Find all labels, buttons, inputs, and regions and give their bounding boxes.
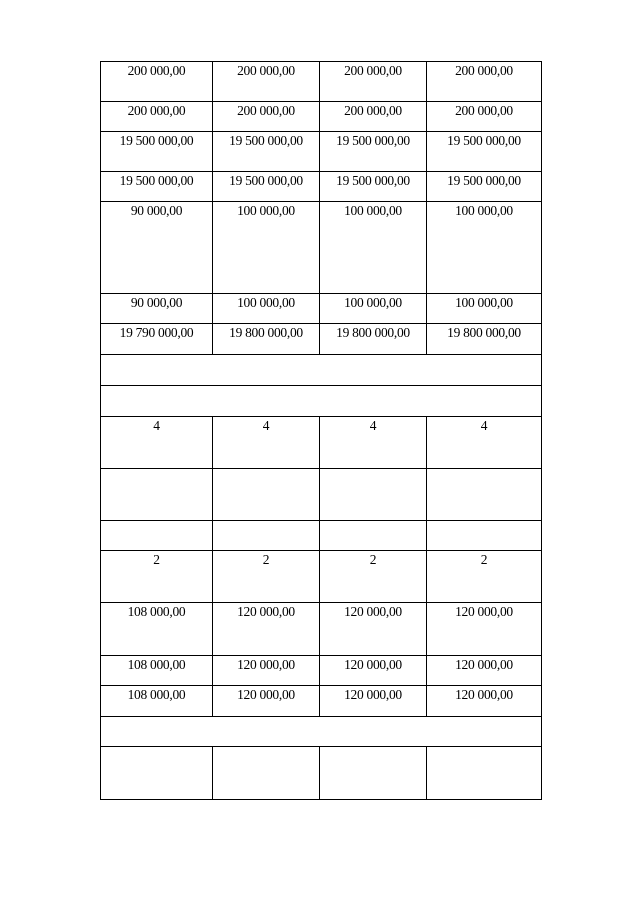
table-cell xyxy=(101,747,213,800)
table-cell xyxy=(320,469,427,521)
table-cell: 19 500 000,00 xyxy=(427,132,542,172)
table-cell: 120 000,00 xyxy=(427,656,542,686)
table-cell xyxy=(213,521,320,551)
table-cell: 100 000,00 xyxy=(320,202,427,294)
table-cell: 200 000,00 xyxy=(213,62,320,102)
table-cell: 108 000,00 xyxy=(101,656,213,686)
table-cell: 19 500 000,00 xyxy=(427,172,542,202)
table-row xyxy=(101,324,542,355)
table-cell: 19 800 000,00 xyxy=(320,324,427,355)
table-cell: 19 500 000,00 xyxy=(101,172,213,202)
table-row xyxy=(101,603,542,656)
table-cell: 90 000,00 xyxy=(101,202,213,294)
table-cell: 100 000,00 xyxy=(213,294,320,324)
table-cell: 120 000,00 xyxy=(213,603,320,656)
table-cell: 4 xyxy=(101,417,213,469)
table-cell: 90 000,00 xyxy=(101,294,213,324)
table-cell: 100 000,00 xyxy=(427,294,542,324)
table-cell: 120 000,00 xyxy=(427,603,542,656)
table-cell: 19 790 000,00 xyxy=(101,324,213,355)
table-cell: 108 000,00 xyxy=(101,686,213,717)
table-row xyxy=(101,717,542,747)
table-row xyxy=(101,386,542,417)
table-row xyxy=(101,294,542,324)
table-row xyxy=(101,686,542,717)
table-row xyxy=(101,417,542,469)
table-cell: 19 500 000,00 xyxy=(320,172,427,202)
table-cell: 200 000,00 xyxy=(101,62,213,102)
table-cell: 108 000,00 xyxy=(101,603,213,656)
table-cell: 4 xyxy=(213,417,320,469)
merged-cell xyxy=(101,717,542,747)
table-cell: 120 000,00 xyxy=(213,686,320,717)
table-cell xyxy=(427,747,542,800)
table-cell xyxy=(320,747,427,800)
table-cell xyxy=(213,469,320,521)
table-cell: 200 000,00 xyxy=(320,62,427,102)
merged-cell xyxy=(101,355,542,386)
table-cell: 2 xyxy=(320,551,427,603)
table-cell xyxy=(213,747,320,800)
table-cell: 2 xyxy=(213,551,320,603)
table-row xyxy=(101,202,542,294)
merged-cell xyxy=(101,386,542,417)
table-row xyxy=(101,469,542,521)
table-cell xyxy=(101,469,213,521)
table-cell xyxy=(427,469,542,521)
budget-table xyxy=(100,61,542,800)
table-cell: 200 000,00 xyxy=(101,102,213,132)
table-cell xyxy=(320,521,427,551)
table-cell: 120 000,00 xyxy=(213,656,320,686)
table-cell: 4 xyxy=(320,417,427,469)
table-cell: 200 000,00 xyxy=(427,62,542,102)
table-cell: 19 800 000,00 xyxy=(213,324,320,355)
table-cell: 100 000,00 xyxy=(213,202,320,294)
table-row xyxy=(101,551,542,603)
table-cell: 2 xyxy=(101,551,213,603)
table-cell: 200 000,00 xyxy=(427,102,542,132)
table-cell xyxy=(101,521,213,551)
table-cell: 100 000,00 xyxy=(320,294,427,324)
table-cell: 120 000,00 xyxy=(320,686,427,717)
table-cell: 4 xyxy=(427,417,542,469)
table-row xyxy=(101,132,542,172)
table-row xyxy=(101,521,542,551)
table-cell: 19 500 000,00 xyxy=(213,172,320,202)
table-cell: 100 000,00 xyxy=(427,202,542,294)
table-row xyxy=(101,102,542,132)
table-cell: 19 500 000,00 xyxy=(213,132,320,172)
table-cell: 2 xyxy=(427,551,542,603)
table-row xyxy=(101,62,542,102)
table-cell: 19 500 000,00 xyxy=(101,132,213,172)
table-cell: 19 800 000,00 xyxy=(427,324,542,355)
table-row xyxy=(101,172,542,202)
table-row xyxy=(101,355,542,386)
table-cell: 200 000,00 xyxy=(213,102,320,132)
table-cell: 19 500 000,00 xyxy=(320,132,427,172)
table-cell: 120 000,00 xyxy=(427,686,542,717)
table-cell xyxy=(427,521,542,551)
table-cell: 120 000,00 xyxy=(320,603,427,656)
table-row xyxy=(101,747,542,800)
table-row xyxy=(101,656,542,686)
table-cell: 120 000,00 xyxy=(320,656,427,686)
table-cell: 200 000,00 xyxy=(320,102,427,132)
